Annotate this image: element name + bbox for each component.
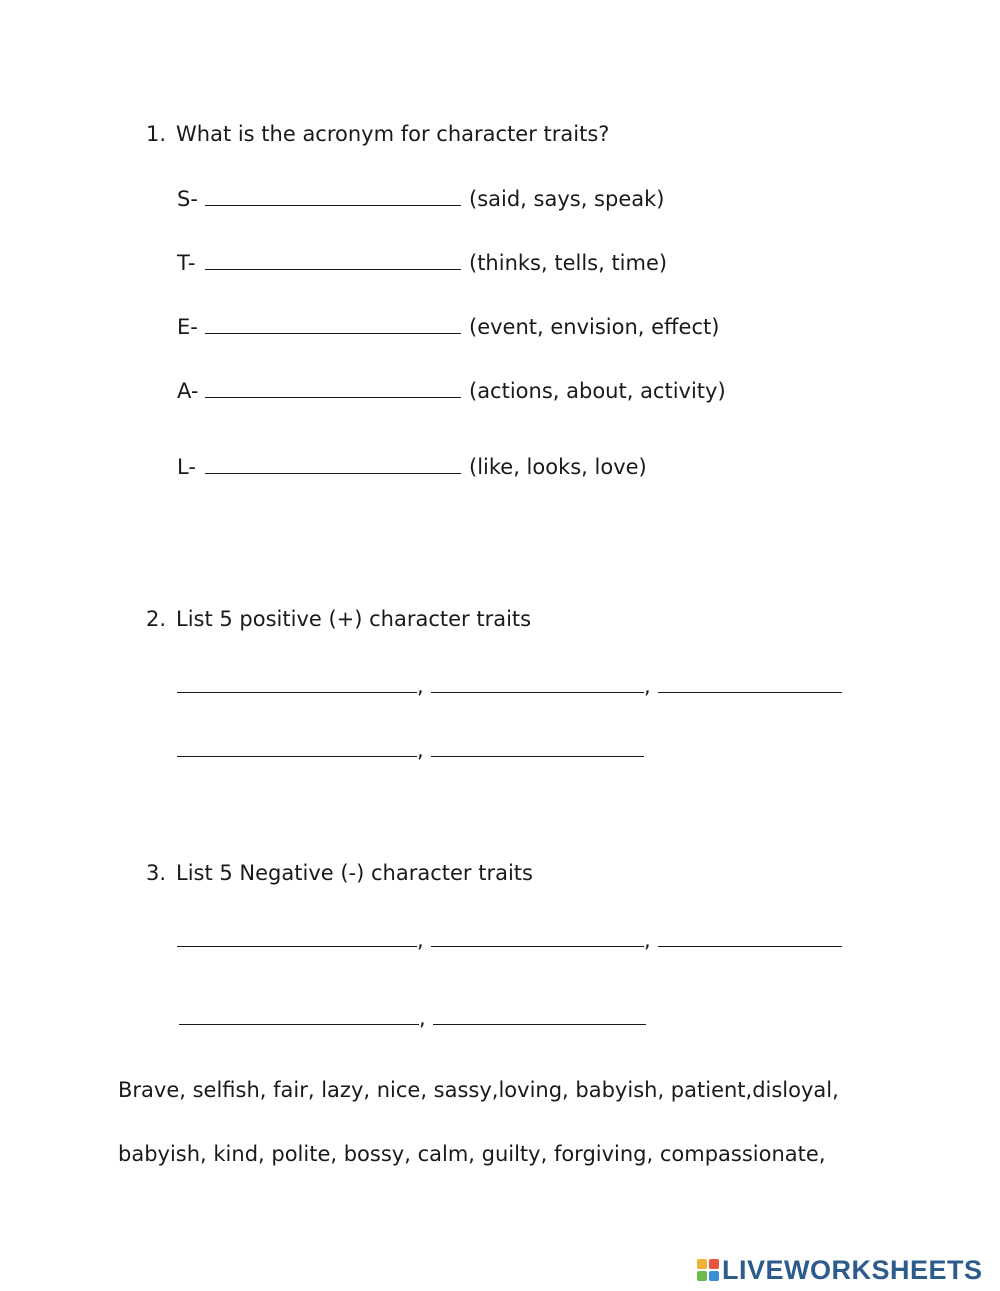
acronym-hint: (thinks, tells, time): [469, 251, 668, 275]
acronym-hint: (event, envision, effect): [469, 315, 720, 339]
answer-blank[interactable]: [205, 377, 461, 398]
acronym-hint: (like, looks, love): [469, 455, 647, 479]
acronym-row-t: [177, 249, 667, 276]
negative-traits-row-1: [177, 926, 842, 953]
trait-blank[interactable]: [431, 736, 644, 757]
question-1-heading: [146, 121, 609, 147]
separator: ,: [417, 738, 424, 762]
acronym-row-l: [177, 453, 647, 480]
acronym-row-s: [177, 185, 664, 212]
acronym-hint: (actions, about, activity): [469, 379, 726, 403]
separator: ,: [644, 674, 651, 698]
acronym-hint: (said, says, speak): [469, 187, 665, 211]
trait-blank[interactable]: [658, 926, 842, 947]
answer-blank[interactable]: [205, 185, 461, 206]
word-bank-line-1: Brave, selfish, fair, lazy, nice, sassy,loving, babyish, patient,disloyal,: [118, 1078, 839, 1102]
separator: ,: [644, 928, 651, 952]
question-3-heading: [146, 860, 533, 886]
separator: ,: [417, 928, 424, 952]
word-bank-line-2: babyish, kind, polite, bossy, calm, guilty, forgiving, compassionate,: [118, 1142, 826, 1166]
acronym-row-e: [177, 313, 719, 340]
question-2-text: List 5 positive (+) character traits: [176, 607, 532, 631]
question-3-number: 3.: [146, 861, 167, 885]
answer-blank[interactable]: [205, 313, 461, 334]
negative-traits-row-2: [179, 1004, 646, 1031]
logo-text: LIVEWORKSHEETS: [722, 1254, 983, 1285]
separator: ,: [419, 1006, 426, 1030]
positive-traits-row-2: [177, 736, 644, 763]
question-3-text: List 5 Negative (-) character traits: [176, 861, 533, 885]
trait-blank[interactable]: [658, 672, 842, 693]
question-2-heading: [146, 606, 531, 632]
trait-blank[interactable]: [179, 1004, 419, 1025]
acronym-letter: E-: [177, 315, 198, 339]
trait-blank[interactable]: [431, 926, 644, 947]
answer-blank[interactable]: [205, 249, 461, 270]
trait-blank[interactable]: [431, 672, 644, 693]
logo-blocks-icon: [697, 1259, 719, 1281]
separator: ,: [417, 674, 424, 698]
trait-blank[interactable]: [177, 672, 417, 693]
acronym-letter: S-: [177, 187, 198, 211]
question-2-number: 2.: [146, 607, 167, 631]
acronym-letter: T-: [177, 251, 196, 275]
acronym-letter: L-: [177, 455, 196, 479]
acronym-letter: A-: [177, 379, 199, 403]
positive-traits-row-1: [177, 672, 842, 699]
liveworksheets-logo: [697, 1255, 983, 1285]
trait-blank[interactable]: [433, 1004, 646, 1025]
acronym-row-a: [177, 377, 726, 404]
trait-blank[interactable]: [177, 736, 417, 757]
trait-blank[interactable]: [177, 926, 417, 947]
question-1-text: What is the acronym for character traits?: [176, 122, 610, 146]
question-1-number: 1.: [146, 122, 167, 146]
answer-blank[interactable]: [205, 453, 461, 474]
